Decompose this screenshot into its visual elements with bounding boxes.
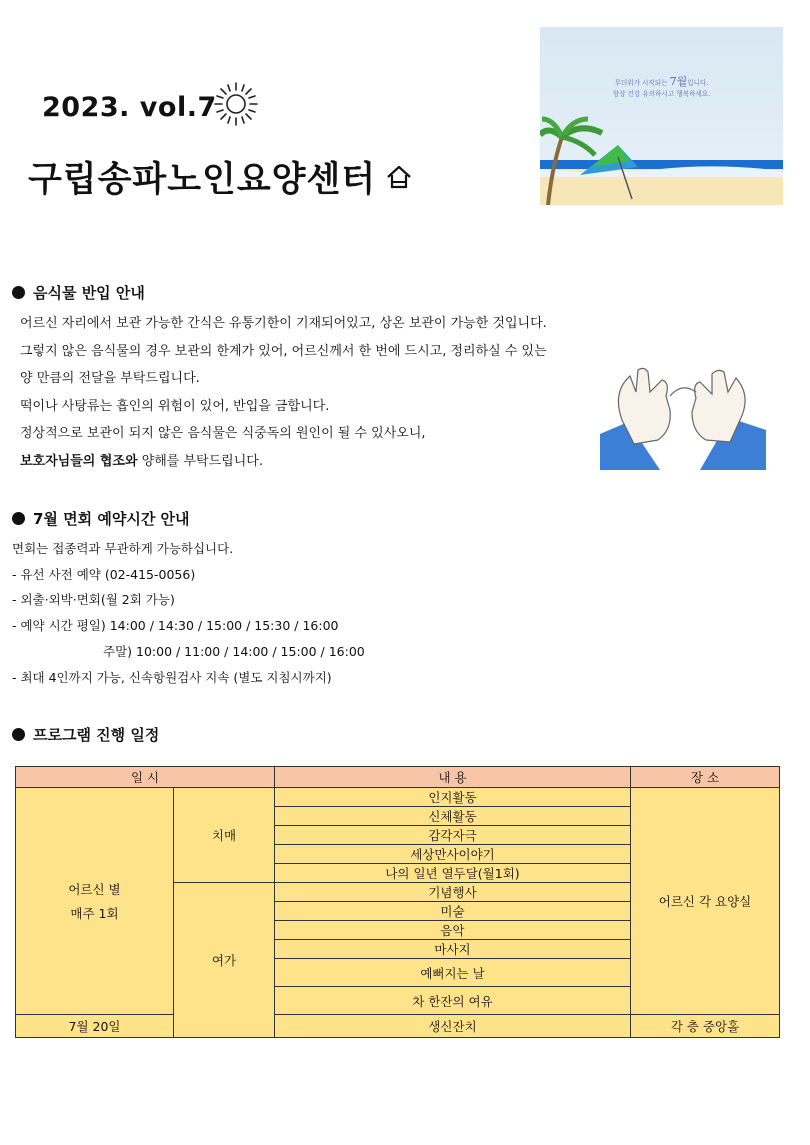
visit-line: - 예약 시간 평일) 14:00 / 14:30 / 15:00 / 15:30 / 16:00: [12, 618, 339, 634]
visit-line: - 유선 사전 예약 (02-415-0056): [12, 566, 196, 582]
category-dementia: 치매: [174, 788, 275, 883]
bullet-icon: [12, 512, 25, 525]
food-heading-text: 음식물 반입 안내: [33, 284, 145, 302]
beach-msg-line2: 항상 건강 유의하시고 행복하세요.: [612, 90, 711, 98]
program-heading-text: 프로그램 진행 일정: [33, 726, 160, 744]
event-place: 각 층 중앙홀: [631, 1015, 780, 1038]
food-line: 정상적으로 보관이 되지 않은 음식물은 식중독의 원인이 될 수 있사오니,: [20, 426, 426, 441]
program-item: 차 한잔의 여유: [275, 987, 631, 1015]
date-cell-weekly: [16, 788, 174, 1015]
program-item: 나의 일년 열두달(월1회): [275, 864, 631, 883]
date-label-freq: 매주 1회: [70, 906, 119, 921]
food-line: 그렇지 않은 음식물의 경우 보관의 한계가 있어, 어르신께서 한 번에 드시고, 정리하실 수 있는: [20, 343, 547, 359]
event-name: 생신잔치: [275, 1015, 631, 1038]
program-item: 감각자극: [275, 826, 631, 845]
food-section-heading: [12, 282, 145, 303]
place-cell: 어르신 각 요양실: [631, 788, 780, 1015]
table-row: [16, 788, 780, 807]
program-item: 세상만사이야기: [275, 845, 631, 864]
program-schedule-table: [15, 766, 780, 1038]
table-row: [16, 1015, 780, 1038]
bullet-icon: [12, 728, 25, 741]
beach-msg-pre: 무더위가 시작되는: [614, 79, 668, 87]
header-content: 내 용: [275, 767, 631, 788]
visit-section-heading: [12, 508, 190, 529]
program-item: 미술: [275, 902, 631, 921]
house-icon: [385, 164, 413, 190]
program-item: 인지활동: [275, 788, 631, 807]
date-label: 어르신 별: [68, 882, 121, 897]
bullet-icon: [12, 286, 25, 299]
category-leisure: 여가: [174, 883, 275, 1038]
header-datetime: 일 시: [16, 767, 275, 788]
center-name-title: 구립송파노인요양센터: [28, 160, 377, 200]
sun-icon: [212, 80, 260, 128]
event-date: 7월 20일: [16, 1015, 174, 1038]
table-header-row: [16, 767, 780, 788]
visit-line: 면회는 접종력과 무관하게 가능하십니다.: [12, 541, 234, 556]
newsletter-volume: 2023. vol.7: [42, 92, 217, 123]
food-notice-text: [20, 310, 547, 475]
beach-msg-month: 7월: [669, 75, 688, 88]
beach-illustration: [540, 27, 783, 205]
food-line-last: [20, 448, 547, 476]
food-cooperation-rest: 양해를 부탁드립니다.: [137, 453, 263, 469]
visit-line: - 최대 4인까지 가능, 신속항원검사 지속 (별도 지침시까지): [12, 669, 332, 685]
program-item: 마사지: [275, 940, 631, 959]
pinky-promise-illustration: [600, 362, 766, 470]
food-line: 떡이나 사탕류는 흡인의 위험이 있어, 반입을 금합니다.: [20, 398, 330, 414]
visit-line: - 외출·외박·면회(월 2회 가능): [12, 592, 175, 608]
program-item: 음악: [275, 921, 631, 940]
program-section-heading: [12, 724, 159, 745]
visit-heading-text: 7월 면회 예약시간 안내: [33, 510, 190, 528]
program-item: 신체활동: [275, 807, 631, 826]
visit-info-text: [12, 536, 365, 690]
visit-line: 주말) 10:00 / 11:00 / 14:00 / 15:00 / 16:00: [103, 643, 365, 659]
program-item: 예뻐지는 날: [275, 959, 631, 987]
food-line: 어르신 자리에서 보관 가능한 간식은 유통기한이 기재되어있고, 상온 보관이 가능한 것입니다.: [20, 316, 547, 331]
beach-msg-post: 입니다.: [687, 79, 709, 87]
header-place: 장 소: [631, 767, 780, 788]
program-item: 기념행사: [275, 883, 631, 902]
food-line: 양 만큼의 전달을 부탁드립니다.: [20, 371, 200, 386]
food-cooperation-bold: 보호자님들의 협조와: [20, 453, 138, 469]
